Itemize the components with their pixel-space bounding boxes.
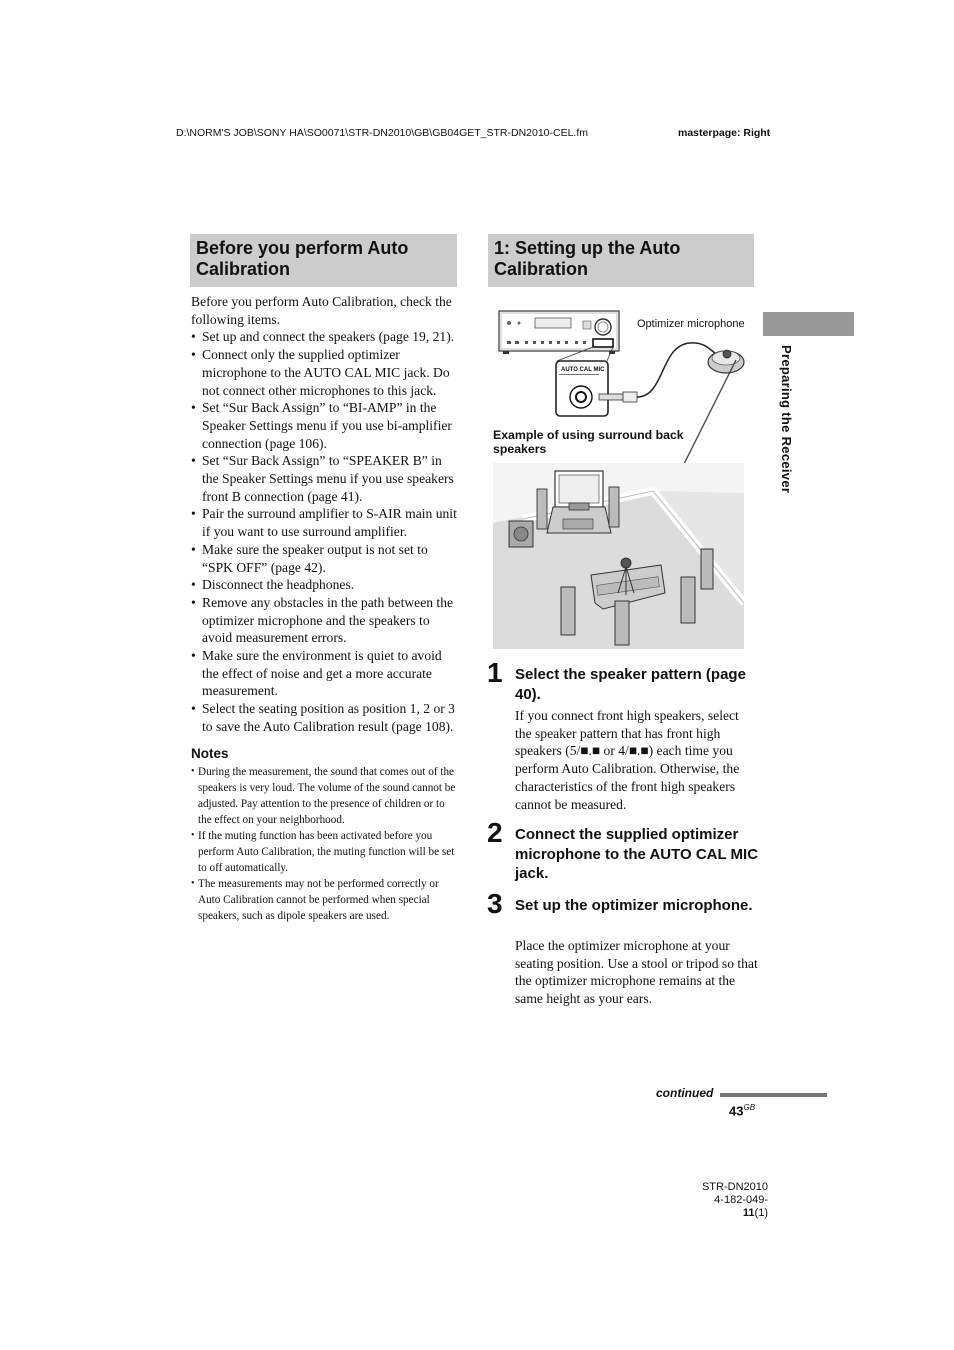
masterpage-label: masterpage: Right [678, 127, 771, 139]
section-heading-setup: 1: Setting up the Auto Calibration [488, 234, 754, 287]
step-title: Connect the supplied optimizer microphone to the AUTO CAL MIC jack. [515, 826, 759, 882]
surround-back-speaker-icon [615, 601, 629, 645]
side-tab [763, 312, 854, 336]
checklist [191, 328, 459, 735]
step-number: 2 [487, 817, 503, 848]
model-info [700, 1181, 768, 1220]
room-illustration [493, 463, 744, 649]
section-heading-before: Before you perform Auto Calibration [190, 234, 457, 287]
model-code [700, 1194, 768, 1220]
left-column [191, 293, 459, 924]
page-number-value: 43 [729, 1103, 744, 1119]
list-item: • Select the seating position as position 1, 2 or 3 to save the Auto Calibration result (page 108). [191, 700, 459, 735]
front-left-speaker-icon [537, 489, 547, 529]
continued-label: continued [656, 1086, 714, 1100]
list-item: • Set up and connect the speakers (page 19, 21). [191, 328, 459, 346]
code-bold: 11 [742, 1207, 755, 1219]
intro-text: Before you perform Auto Calibration, check the following items. [191, 294, 452, 327]
list-item: • Disconnect the headphones. [191, 576, 459, 594]
note-item: • If the muting function has been activated before you perform Auto Calibration, the muting function will be set to off automatically. [191, 828, 459, 876]
list-item: • Set “Sur Back Assign” to “BI-AMP” in the Speaker Settings menu if you use bi-amplifier connection (page 106). [191, 399, 459, 452]
list-item: • Set “Sur Back Assign” to “SPEAKER B” in the Speaker Settings menu if you use speakers front B connection (page 41). [191, 452, 459, 505]
side-tab-label: Preparing the Receiver [779, 345, 794, 494]
model-name: STR-DN2010 [701, 1181, 768, 1193]
surround-right-speaker-icon [701, 549, 713, 589]
jack-label: AUTO CAL MIC [561, 367, 605, 373]
note-item: • During the measurement, the sound that comes out of the speakers is very loud. The volume of the sound cannot be adjusted. Pay attention to the presence of children or to the effect on your neighborhood. [191, 764, 459, 828]
notes-heading: Notes [191, 745, 229, 761]
tripod-mic-icon [621, 558, 631, 568]
step-number: 3 [487, 888, 503, 919]
step-body: Place the optimizer microphone at your seating position. Use a stool or tripod so that the optimizer microphone remains at the same height as your ears. [515, 938, 758, 1007]
page-number [729, 1103, 755, 1118]
list-item: • Connect only the supplied optimizer microphone to the AUTO CAL MIC jack. Do not connect other microphones to this jack. [191, 346, 459, 399]
front-right-speaker-icon [609, 487, 619, 527]
note-item: • The measurements may not be performed correctly or Auto Calibration cannot be performed when special speakers, such as dipole speakers are used. [191, 876, 459, 924]
step-number: 1 [487, 657, 503, 688]
step-title: Select the speaker pattern (page 40). [515, 666, 746, 703]
file-path: D:\NORM'S JOB\SONY HA\SO0071\STR-DN2010\GB\GB04GET_STR-DN2010-CEL.fm [176, 127, 589, 139]
code-suffix: (1) [754, 1207, 768, 1219]
example-caption: Example of using surround back speakers [493, 428, 684, 456]
list-item: • Make sure the environment is quiet to avoid the effect of noise and get a more accurate measurement. [191, 647, 459, 700]
page-suffix: GB [743, 1103, 756, 1112]
list-item: • Remove any obstacles in the path between the optimizer microphone and the speakers to avoid measurement errors. [191, 594, 459, 647]
code-prefix: 4-182-049- [714, 1194, 768, 1206]
surround-back-speaker-icon [681, 577, 695, 623]
notes-list [191, 764, 459, 924]
step-title: Set up the optimizer microphone. [515, 897, 753, 914]
step-body: If you connect front high speakers, select the speaker pattern that has front high speakers (5/■.■ or 4/■.■) each time you perform Auto Calibration. Otherwise, the characteristics of the front high speakers cannot be measured. [515, 708, 740, 812]
list-item: • Make sure the speaker output is not set to “SPK OFF” (page 42). [191, 541, 459, 576]
continued-bar [720, 1093, 827, 1097]
optimizer-microphone-label: Optimizer microphone [637, 318, 745, 330]
list-item: • Pair the surround amplifier to S-AIR main unit if you want to use surround amplifier. [191, 505, 459, 540]
surround-left-speaker-icon [561, 587, 575, 635]
